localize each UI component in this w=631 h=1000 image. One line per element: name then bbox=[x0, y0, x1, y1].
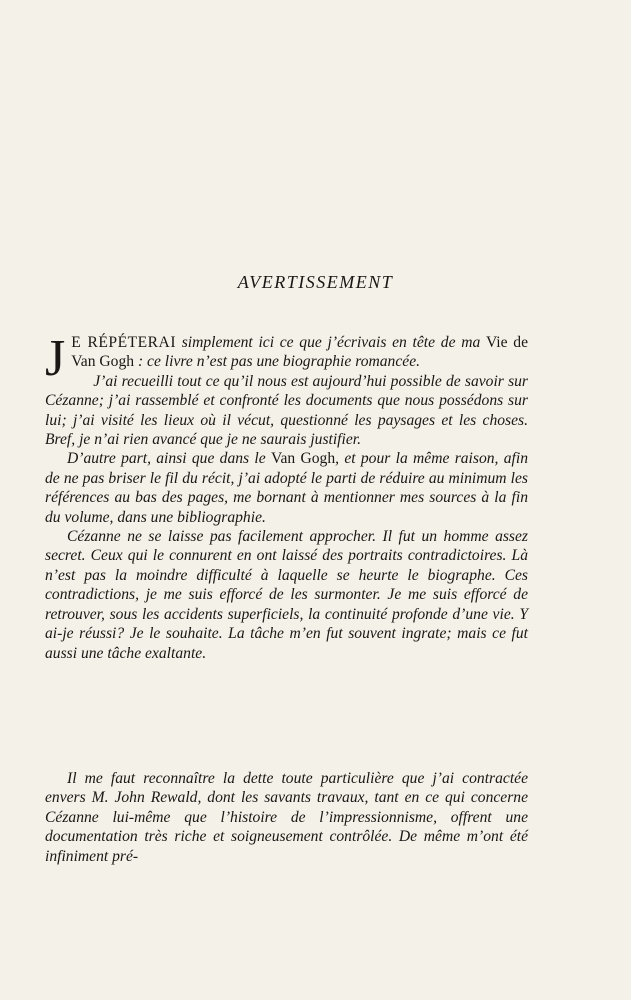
paragraph-3-text-b: , et pour la même raison, afin de ne pas briser le fil du récit, j’ai adopté le parti de réduire au minimum les références au bas des pages, me bornant à mentionner mes sources à la fin du volume, dans une bibliographie. bbox=[45, 450, 528, 526]
paragraph-1-text-a: simplement ici ce que j’écrivais en tête de ma bbox=[176, 334, 486, 351]
opening-words: E RÉPÉTERAI bbox=[71, 334, 177, 351]
paragraph-2: J’ai recueilli tout ce qu’il nous est aujourd’hui possible de savoir sur Cézanne; j’ai rassemblé et confronté les documents que nous possédons sur lui; j’ai visité les lieux où il vécut, questionné les paysages et les choses. Bref, je n’ai rien avancé que je ne saurais justifier. bbox=[45, 372, 528, 449]
paragraph-4: Cézanne ne se laisse pas facilement approcher. Il fut un homme assez secret. Ceux qui le connurent en ont laissé des portraits contradictoires. Là n’est pas la moindre difficulté à laquelle se heurte le biographe. Ces contradictions, je me suis efforcé de les surmonter. Je me suis efforcé de retrouver, sous les accidents superficiels, la continuité profonde d’une vie. Y ai-je réussi? Je le souhaite. La tâche m’en fut souvent ingrate; mais ce fut aussi une tâche exaltante. bbox=[45, 528, 528, 662]
drop-cap: J bbox=[45, 330, 66, 387]
acknowledgment-paragraph: Il me faut reconnaître la dette toute particulière que j’ai contractée envers M. John Rewald, dont les savants travaux, tant en ce qui concerne Cézanne lui-même que l’histoire de l’impressionnisme, offrent une documentation très riche et soigneusement contrôlée. De même m’ont été infiniment pré- bbox=[45, 770, 528, 865]
paragraph-1 bbox=[45, 330, 528, 387]
acknowledgment-block bbox=[45, 769, 528, 866]
preface-block bbox=[45, 330, 528, 663]
book-title-van-gogh: Van Gogh bbox=[270, 450, 336, 468]
book-title-vie-de-van-gogh: Vie de Van Gogh bbox=[71, 334, 528, 371]
paragraph-3-text-a: D’autre part, ainsi que dans le bbox=[67, 450, 271, 468]
page-title: AVERTISSEMENT bbox=[237, 272, 394, 292]
paragraph-1-text-b: : ce livre n’est pas une biographie romancée. bbox=[134, 353, 421, 371]
paragraph-3 bbox=[45, 449, 528, 527]
